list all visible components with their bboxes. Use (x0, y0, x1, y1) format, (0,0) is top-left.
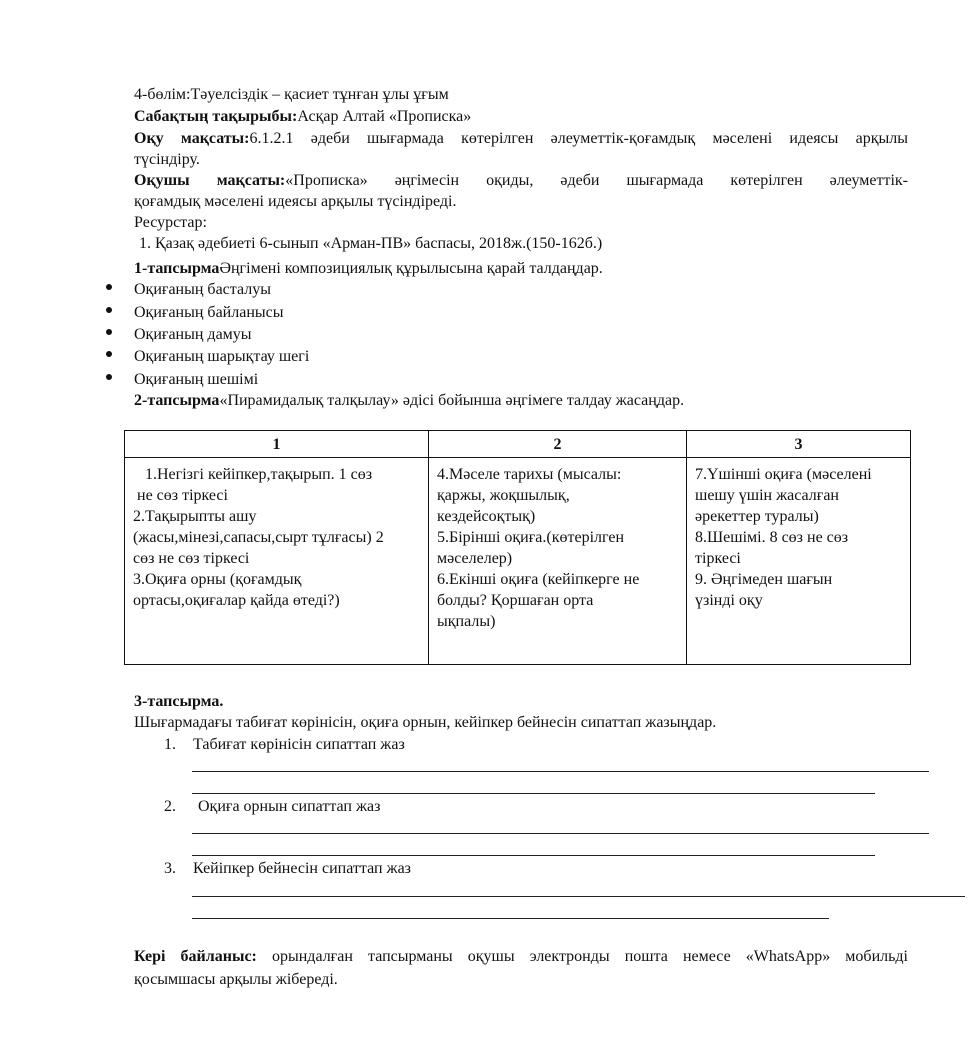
task1-text: Әңгімені композициялық құрылысына қарай талдаңдар. (219, 260, 603, 277)
task1-label: 1-тапсырма (134, 260, 220, 277)
task2-line (134, 390, 684, 411)
bullet-dot (106, 374, 112, 380)
cell-line: үзінді оқу (695, 592, 763, 609)
task2-text: «Пирамидалық талқылау» әдісі бойынша әңгімеге талдау жасаңдар. (219, 392, 685, 409)
table-header-cell: 1 (125, 431, 429, 458)
student-goal-label: Оқушы мақсаты: (134, 172, 286, 189)
feedback-label: Кері байланыс: (134, 948, 257, 965)
cell-line: болды? Қоршаған орта (437, 592, 594, 609)
answer-line[interactable] (192, 896, 965, 897)
cell-line: 2.Тақырыпты ашу (133, 508, 257, 525)
task3-text: Шығармадағы табиғат көрінісін, оқиға орнын, кейіпкер бейнесін сипаттап жазыңдар. (134, 714, 717, 731)
list-item: Оқиғаның байланысы (134, 304, 284, 321)
table-cell (687, 458, 911, 665)
cell-line: 4.Мәселе тарихы (мысалы: (437, 466, 622, 483)
bullet-dot (106, 351, 112, 357)
cell-line: 8.Шешімі. 8 сөз не сөз (695, 529, 849, 546)
cell-line: 5.Бірінші оқиға.(көтерілген (437, 529, 625, 546)
cell-line: 7.Үшінші оқиға (мәселені (695, 466, 872, 483)
answer-line[interactable] (192, 771, 929, 772)
answer-line[interactable] (192, 833, 929, 834)
feedback-line-1 (134, 946, 908, 967)
table-cell (125, 458, 429, 665)
goal-value: 6.1.2.1 әдеби шығармада көтерілген әлеуметтік-қоғамдық мәселені идеясы арқылы (249, 130, 909, 147)
cell-line: ықпалы) (437, 613, 496, 630)
topic-line (134, 106, 471, 127)
goal-label: Оқу мақсаты: (134, 130, 250, 147)
cell-line: не сөз тіркесі (137, 487, 228, 504)
task1-line (134, 258, 603, 279)
cell-line: мәселелер) (437, 550, 513, 567)
topic-label: Сабақтың тақырыбы: (134, 108, 298, 125)
resource-item-1: 1. Қазақ әдебиеті 6-сынып «Арман-ПВ» баспасы, 2018ж.(150-162б.) (139, 235, 603, 252)
cell-line: 6.Екінші оқиға (кейіпкерге не (437, 571, 640, 588)
list-item: Оқиғаның шешімі (134, 371, 259, 388)
table-cell (429, 458, 687, 665)
goal-line-1 (134, 128, 908, 149)
cell-line: сөз не сөз тіркесі (133, 550, 250, 567)
feedback-text: орындалған тапсырманы оқушы электронды пошта немесе «WhatsApp» мобильді (256, 948, 909, 965)
cell-line: 9. Әңгімеден шағын (695, 571, 833, 588)
section-line: 4-бөлім:Тәуелсіздік – қасиет тұнған ұлы ұғым (134, 86, 449, 103)
pyramid-table (124, 430, 911, 665)
feedback-line-2: қосымшасы арқылы жібереді. (134, 971, 338, 988)
task3-item-number: 1. (164, 736, 176, 753)
cell-line: ортасы,оқиғалар қайда өтеді?) (133, 592, 340, 609)
bullet-dot (106, 284, 112, 290)
answer-line[interactable] (192, 855, 875, 856)
bullet-dot (106, 307, 112, 313)
task3-item-text: Кейіпкер бейнесін сипаттап жаз (193, 860, 411, 877)
cell-line: қаржы, жоқшылық, (437, 487, 570, 504)
cell-line: шешу үшін жасалған (695, 487, 839, 504)
cell-line: тіркесі (695, 550, 741, 567)
student-goal-line-1 (134, 170, 908, 191)
table-header-row (125, 431, 911, 458)
cell-line: 1.Негізгі кейіпкер,тақырып. 1 сөз (145, 466, 373, 483)
list-item: Оқиғаның басталуы (134, 281, 271, 298)
task3-label: 3-тапсырма. (134, 693, 224, 710)
table-header-cell: 3 (687, 431, 911, 458)
cell-line: (жасы,мінезі,сапасы,сырт тұлғасы) 2 (133, 529, 384, 546)
topic-value: Асқар Алтай «Прописка» (297, 108, 472, 125)
list-item: Оқиғаның дамуы (134, 326, 252, 343)
table-header-cell: 2 (429, 431, 687, 458)
resources-label: Ресурстар: (134, 214, 207, 231)
cell-line: кездейсоқтық) (437, 508, 536, 525)
task2-label: 2-тапсырма (134, 392, 220, 409)
task3-item-number: 3. (164, 860, 176, 877)
task3-item-number: 2. (164, 798, 176, 815)
goal-line-2: түсіндіру. (134, 151, 200, 168)
list-item: Оқиғаның шарықтау шегі (134, 348, 310, 365)
cell-line: әрекеттер туралы) (695, 508, 819, 525)
student-goal-line-2: қоғамдық мәселені идеясы арқылы түсіндіреді. (134, 193, 457, 210)
task3-item-text: Оқиға орнын сипаттап жаз (198, 798, 381, 815)
table-row (125, 458, 911, 665)
task3-item-text: Табиғат көрінісін сипаттап жаз (193, 736, 405, 753)
bullet-dot (106, 329, 112, 335)
answer-line[interactable] (192, 793, 875, 794)
cell-line: 3.Оқиға орны (қоғамдық (133, 571, 302, 588)
answer-line[interactable] (192, 918, 829, 919)
student-goal-value: «Прописка» әңгімесін оқиды, әдеби шығармада көтерілген әлеуметтік- (285, 172, 909, 189)
